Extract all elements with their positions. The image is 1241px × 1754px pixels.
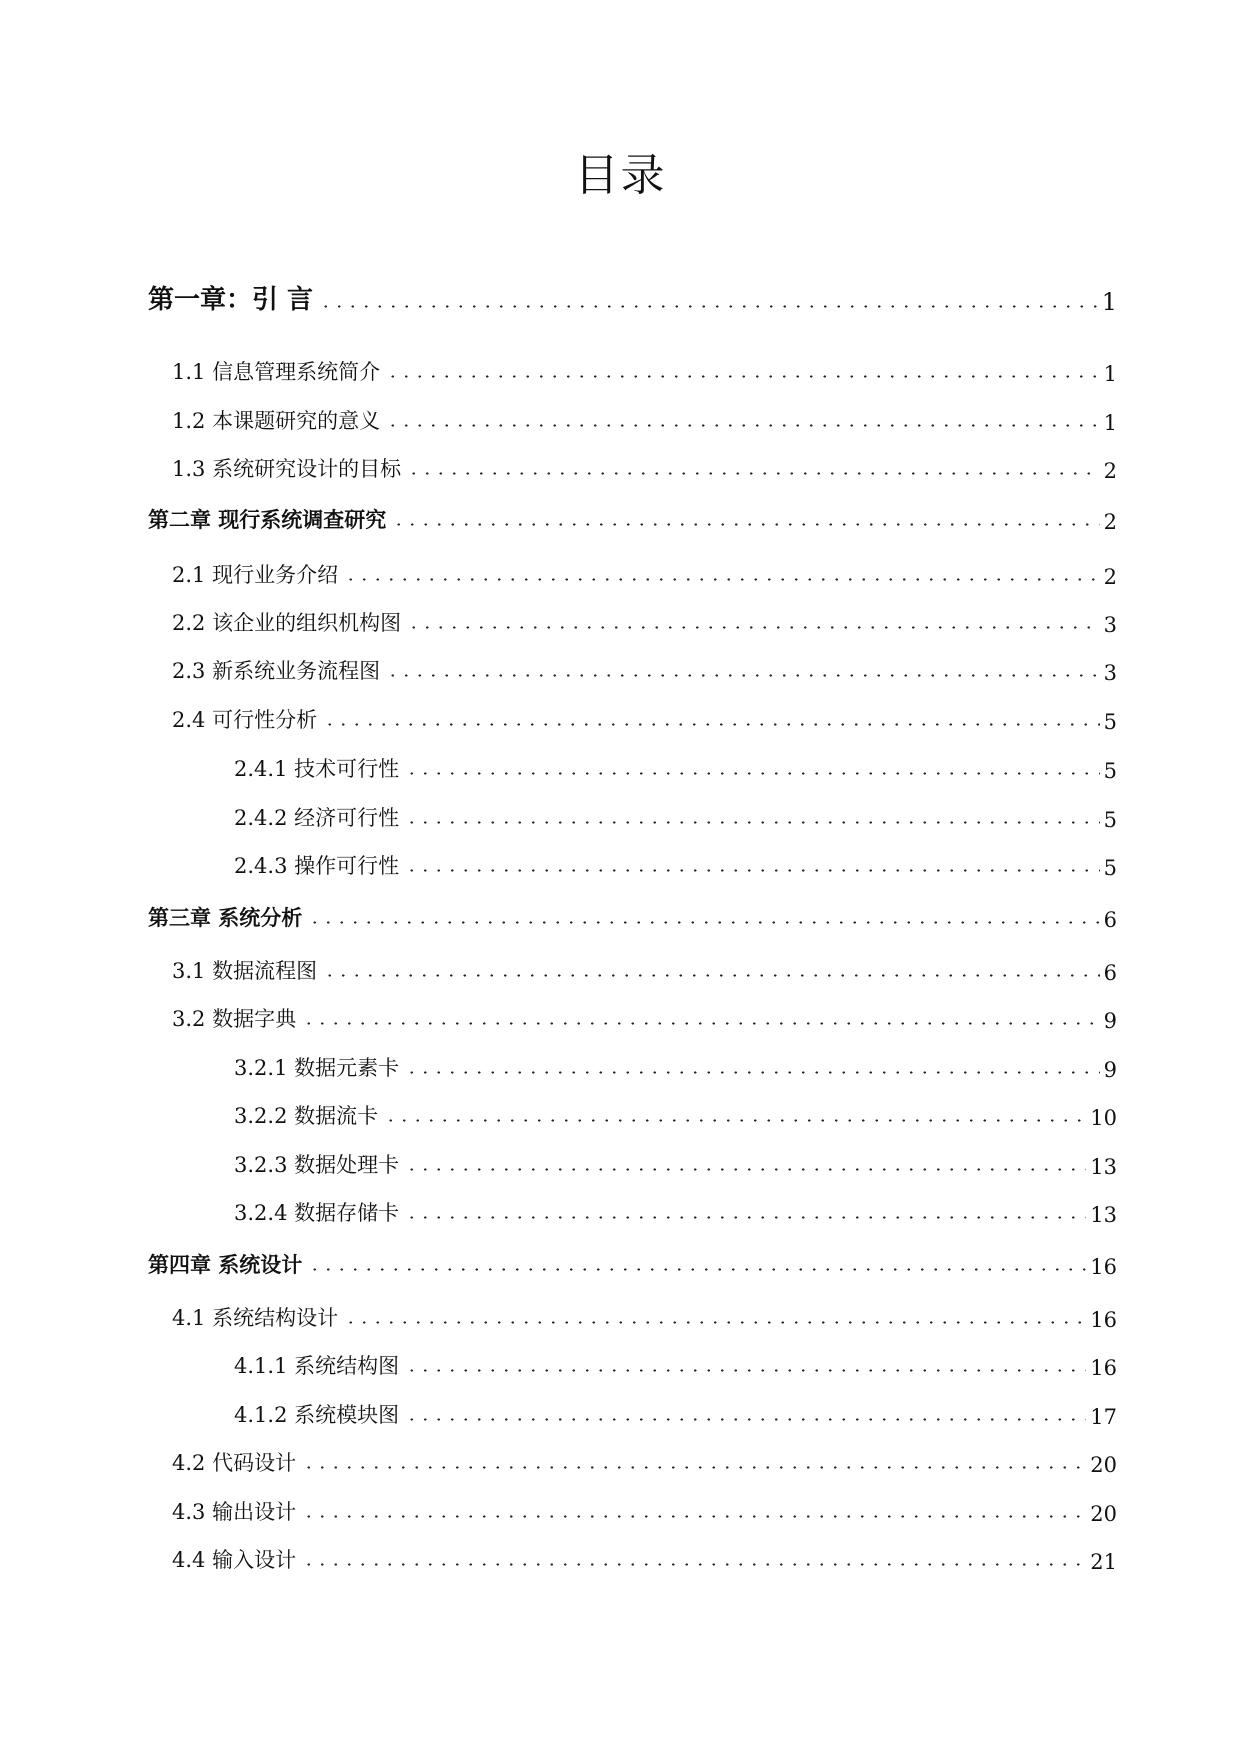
page-title: 目录 — [574, 150, 667, 201]
toc-entry-page: 16 — [1090, 1308, 1117, 1332]
toc-entry-chapter-4[interactable] — [148, 1245, 1117, 1279]
dot-leader — [308, 921, 1099, 924]
toc-entry-page: 1 — [1103, 362, 1117, 386]
toc-entry-page: 20 — [1090, 1453, 1117, 1477]
toc-entry-1-2[interactable] — [172, 401, 1117, 435]
toc-entry-2-4-2[interactable] — [234, 798, 1117, 832]
toc-entry-page: 17 — [1090, 1405, 1117, 1429]
toc-entry-page: 16 — [1090, 1255, 1117, 1279]
dot-leader — [405, 1216, 1086, 1219]
dot-leader — [405, 1418, 1086, 1421]
toc-entry-4-1[interactable] — [172, 1298, 1117, 1332]
dot-leader — [319, 305, 1098, 308]
toc-entry-chapter-3[interactable] — [148, 898, 1117, 932]
dot-leader — [302, 1515, 1086, 1518]
toc-entry-page: 6 — [1103, 961, 1117, 985]
dot-leader — [405, 869, 1100, 872]
toc-entry-label: 3.2.2 数据流卡 — [234, 1104, 379, 1128]
toc-entry-label: 4.3 输出设计 — [172, 1500, 297, 1524]
toc-entry-4-1-1[interactable] — [234, 1346, 1117, 1380]
toc-entry-1-1[interactable] — [172, 352, 1117, 386]
toc-entry-label: 3.2.3 数据处理卡 — [234, 1153, 400, 1177]
toc-entry-label: 4.1.1 系统结构图 — [234, 1354, 400, 1378]
toc-entry-page: 3 — [1103, 613, 1117, 637]
toc-entry-page: 10 — [1090, 1106, 1117, 1130]
dot-leader — [405, 1168, 1086, 1171]
toc-entry-3-2-3[interactable] — [234, 1145, 1117, 1179]
dot-leader — [384, 1119, 1086, 1122]
toc-entry-page: 13 — [1090, 1203, 1117, 1227]
dot-leader — [405, 1369, 1086, 1372]
toc-entry-4-3[interactable] — [172, 1492, 1117, 1526]
toc-entry-page: 9 — [1103, 1058, 1117, 1082]
dot-leader — [344, 578, 1100, 581]
toc-entry-page: 5 — [1103, 710, 1117, 734]
dot-leader — [392, 523, 1099, 526]
toc-entry-1-3[interactable] — [172, 449, 1117, 483]
toc-entry-label: 2.3 新系统业务流程图 — [172, 659, 381, 683]
toc-entry-3-1[interactable] — [172, 951, 1117, 985]
dot-leader — [386, 375, 1100, 378]
toc-entry-2-4-1[interactable] — [234, 749, 1117, 783]
dot-leader — [386, 674, 1100, 677]
toc-entry-label: 第一章：引 言 — [148, 285, 314, 315]
dot-leader — [308, 1268, 1086, 1271]
toc-entry-label: 2.4.1 技术可行性 — [234, 757, 400, 781]
dot-leader — [323, 974, 1100, 977]
dot-leader — [405, 772, 1100, 775]
dot-leader — [407, 626, 1100, 629]
toc-entry-2-4-3[interactable] — [234, 846, 1117, 880]
toc-entry-page: 21 — [1090, 1550, 1117, 1574]
toc-entry-page: 20 — [1090, 1502, 1117, 1526]
toc-entry-label: 第二章 现行系统调查研究 — [148, 508, 387, 532]
toc-entry-label: 3.2 数据字典 — [172, 1007, 297, 1031]
toc-entry-label: 2.4.3 操作可行性 — [234, 854, 400, 878]
dot-leader — [302, 1022, 1100, 1025]
toc-entry-label: 2.2 该企业的组织机构图 — [172, 611, 402, 635]
toc-entry-label: 4.1 系统结构设计 — [172, 1306, 339, 1330]
toc-entry-3-2-2[interactable] — [234, 1096, 1117, 1130]
dot-leader — [302, 1466, 1086, 1469]
toc-entry-2-1[interactable] — [172, 555, 1117, 589]
toc-entry-page: 2 — [1103, 459, 1117, 483]
toc-entry-4-4[interactable] — [172, 1540, 1117, 1574]
dot-leader — [405, 1071, 1100, 1074]
dot-leader — [405, 821, 1100, 824]
toc-entry-label: 2.4.2 经济可行性 — [234, 806, 400, 830]
dot-leader — [323, 723, 1100, 726]
toc-entry-label: 1.1 信息管理系统简介 — [172, 360, 381, 384]
toc-entry-page: 2 — [1103, 510, 1117, 534]
toc-entry-page: 3 — [1103, 661, 1117, 685]
toc-entry-chapter-2[interactable] — [148, 500, 1117, 534]
toc-entry-3-2[interactable] — [172, 999, 1117, 1033]
toc-entry-page: 5 — [1103, 856, 1117, 880]
toc-entry-label: 4.2 代码设计 — [172, 1451, 297, 1475]
toc-entry-label: 4.1.2 系统模块图 — [234, 1403, 400, 1427]
dot-leader — [302, 1563, 1086, 1566]
toc-entry-label: 2.4 可行性分析 — [172, 708, 318, 732]
toc-entry-label: 3.2.1 数据元素卡 — [234, 1056, 400, 1080]
toc-entry-label: 3.2.4 数据存储卡 — [234, 1201, 400, 1225]
toc-entry-3-2-4[interactable] — [234, 1193, 1117, 1227]
toc-entry-page: 6 — [1103, 908, 1117, 932]
toc-entry-label: 第三章 系统分析 — [148, 906, 303, 930]
toc-entry-2-3[interactable] — [172, 651, 1117, 685]
toc-entry-page: 5 — [1103, 808, 1117, 832]
toc-entry-label: 第四章 系统设计 — [148, 1253, 303, 1277]
toc-entry-page: 5 — [1103, 759, 1117, 783]
toc-entry-2-4[interactable] — [172, 700, 1117, 734]
toc-entry-page: 1 — [1103, 411, 1117, 435]
toc-entry-4-2[interactable] — [172, 1443, 1117, 1477]
toc-entry-label: 1.2 本课题研究的意义 — [172, 409, 381, 433]
toc-entry-3-2-1[interactable] — [234, 1048, 1117, 1082]
toc-entry-page: 16 — [1090, 1356, 1117, 1380]
toc-entry-page: 9 — [1103, 1009, 1117, 1033]
toc-entry-label: 2.1 现行业务介绍 — [172, 563, 339, 587]
toc-entry-4-1-2[interactable] — [234, 1395, 1117, 1429]
dot-leader — [386, 424, 1100, 427]
toc-entry-chapter-1[interactable] — [148, 282, 1117, 316]
toc-entry-page: 1 — [1101, 288, 1117, 316]
toc-entry-label: 3.1 数据流程图 — [172, 959, 318, 983]
toc-entry-2-2[interactable] — [172, 603, 1117, 637]
toc-entry-label: 4.4 输入设计 — [172, 1548, 297, 1572]
dot-leader — [344, 1321, 1086, 1324]
toc-entry-label: 1.3 系统研究设计的目标 — [172, 457, 402, 481]
dot-leader — [407, 472, 1100, 475]
toc-entry-page: 2 — [1103, 565, 1117, 589]
toc-entry-page: 13 — [1090, 1155, 1117, 1179]
